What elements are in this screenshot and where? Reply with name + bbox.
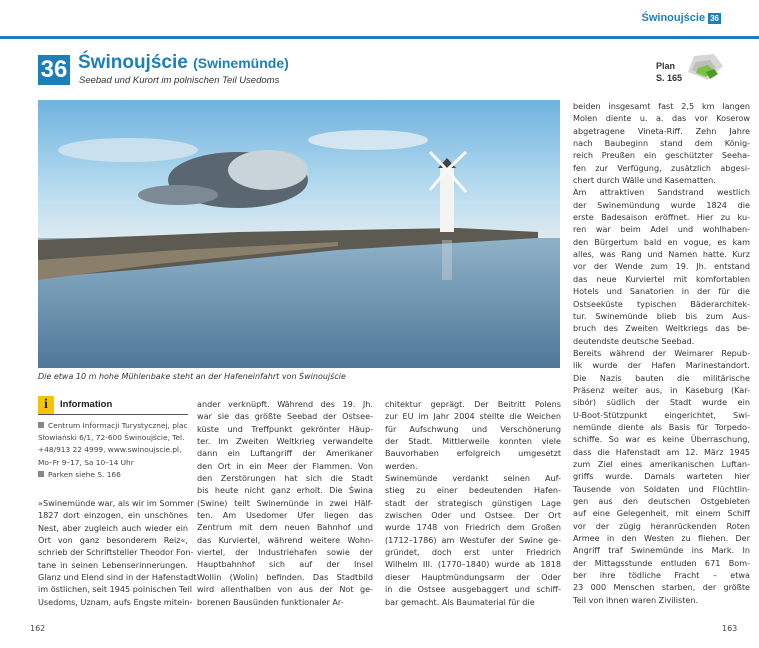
text-line: sibór) südlich der Stadt wurde ein [573, 397, 750, 408]
text-line: reich Preußen ein geschützter Seeha- [573, 150, 750, 161]
text-line: ber ihre tödliche Fracht – etwa [573, 570, 750, 581]
text-line: für Aufschwung und Verschönerung [385, 423, 561, 434]
chapter-number-badge: 36 [38, 55, 70, 85]
info-item-text: Mo–Fr 9–17, Sa 10–14 Uhr [38, 457, 134, 467]
text-line: im östlichen, seit 1945 polnischen Teil [38, 584, 192, 595]
plan-reference[interactable] [656, 60, 682, 84]
text-line: Teil von ihnen waren Zivilisten. [573, 594, 699, 605]
text-line: erste Badesaison eröffnet. Hier zu ku- [573, 212, 750, 223]
plan-page: S. 165 [656, 73, 683, 83]
text-line: fen zur Verfügung, zusätzlich abgesi- [573, 162, 750, 173]
info-item-text: Centrum Informacji Turystycznej, plac [48, 421, 188, 430]
info-item-line [38, 432, 188, 444]
text-line: das neue Kurviertel mit komfortablen [573, 273, 750, 284]
text-line: 23 000 Menschen starben, der größte [573, 582, 750, 593]
text-line: griffs wurde. Damals warteten hier [573, 471, 750, 482]
text-line: Zentrum mit dem neuen Bahnhof und [197, 522, 373, 533]
paragraph [197, 398, 373, 608]
text-column-1 [38, 497, 197, 608]
text-line: chitektur geprägt. Der Beitritt Polens [385, 399, 561, 409]
text-line: der Stadt. Mittlerweile konnten viele [385, 436, 561, 447]
text-line: gründet, doch erst unter Friedrich [385, 547, 561, 558]
text-line: Armee in den Westen zu fliehen. Der [573, 533, 750, 544]
text-line: schiffe. So war es keine Überraschung, [573, 434, 750, 445]
text-column-2 [197, 398, 373, 608]
text-line: Tausende von Soldaten und Flüchtlin- [573, 483, 750, 494]
text-line: (Swine) teilt Swinemünde in zwei Hälf- [197, 497, 373, 508]
text-line: vor der zügig heranrückenden Roten [573, 520, 750, 531]
chapter-title [78, 52, 289, 74]
information-heading [38, 395, 188, 415]
text-line: borenen Bausünden funktionaler Ar- [197, 596, 344, 607]
text-line: abgetragene Vineta-Riff. Zehn Jahre [573, 125, 750, 136]
text-line: wurde 1748 von Friedrich dem Großen [385, 522, 561, 533]
text-line: stieg zu einer bedeutenden Hafen- [385, 485, 561, 496]
text-line: tur. Swinemünde blieb bis zum Aus- [573, 310, 750, 321]
info-icon: i [38, 396, 54, 414]
text-line: (1712–1786) am Westufer der Swine ge- [385, 534, 561, 545]
text-line: Bauvorhaben erfolgreich umgesetzt [385, 448, 561, 459]
text-line: chert durch Wälle und Kasematten. [573, 175, 716, 186]
text-line: vor der Wende zum 19. Jh. entstand [573, 261, 750, 272]
text-line: bruch des Zweiten Weltkriegs das be- [573, 323, 750, 334]
text-line: deutendste deutsche Seebad. [573, 335, 695, 346]
information-box [38, 395, 188, 481]
info-item-text: +48/913 22 4999, www.swinoujscie.pl, [38, 445, 182, 455]
info-item-line [38, 444, 188, 456]
paragraph [385, 472, 561, 608]
text-line: Nest, aber zugleich auch wieder ein [38, 522, 188, 533]
paragraph [573, 347, 750, 606]
text-column-4 [573, 100, 750, 606]
text-line: gen aus den deutschen Ostgebieten [573, 496, 750, 506]
text-line: bis heute nicht ganz erholt. Die Świna [197, 485, 373, 496]
text-line: Hotels und Sanatorien in der für die [573, 286, 750, 297]
chapter-title-alt: (Swinemünde) [193, 55, 289, 71]
text-line: ander verknüpft. Während des 19. Jh. [197, 399, 373, 409]
text-line: schrieb der Schriftsteller Theodor Fon- [38, 547, 194, 558]
text-line: Am attraktiven Sandstrand westlich [573, 187, 750, 198]
bullet-square-icon [38, 422, 44, 428]
text-line: zur EU im Jahr 2004 stellte die Weichen [385, 411, 561, 422]
header-rule [0, 36, 759, 39]
chapter-title-main: Świnoujście [78, 52, 188, 73]
text-line: Ort von ganz besonderem Reiz«, [38, 535, 188, 546]
text-line: Hauptbahnhof sich auf der Insel [197, 559, 373, 570]
text-line: U-Boot-Stützpunkt eingerichtet, Swi- [573, 409, 750, 420]
page-number-right: 163 [722, 624, 738, 633]
text-line: bar gemacht. Als Baumaterial für die [385, 596, 535, 607]
text-line: den Ort in ein Meer der Flammen. Von [197, 460, 373, 471]
text-line: das Kurviertel, während weitere Wohn- [197, 534, 373, 545]
plan-label: Plan [656, 61, 676, 71]
info-item-text: Słowiański 6/1, 72-600 Świnoujście, Tel. [38, 433, 185, 443]
text-line: 1827 dort einzogen, ein unschönes [38, 510, 188, 521]
information-items [38, 420, 188, 481]
text-line: den Zerstörungen hat sich die Stadt [197, 473, 373, 484]
text-line: beiden insgesamt fast 2,5 km langen [573, 101, 750, 111]
text-line: dieser Hauptmündungsarm der Oder [385, 571, 561, 582]
text-line: nach Baubeginn stand dem König- [573, 138, 750, 149]
text-line: Wollin (Wolin) befinden. Das Stadtbild [197, 571, 373, 582]
text-line: Wilhelm III. (1770–1840) wurde ab 1818 [385, 559, 561, 570]
text-line: auf eine Gelegenheit, mit einem Schiff [573, 508, 750, 519]
photo-caption: Die etwa 10 m hohe Mühlenbake steht an der Hafeneinfahrt von Świnoujście [38, 372, 346, 381]
text-line: stadt der strategisch günstigen Lage [385, 497, 561, 508]
text-line: Angriff traf Swinemünde ins Mark. In [573, 545, 750, 556]
text-line: zum Ziel eines amerikanischen Luftan- [573, 458, 750, 469]
info-item-line [38, 457, 188, 469]
text-line: in die Ostsee ausgebaggert und schiff- [385, 584, 561, 595]
chapter-subtitle: Seebad und Kurort im polnischen Teil Usedoms [79, 75, 280, 86]
paragraph [573, 100, 750, 186]
text-line: alles, was Rang und Namen hatte. Kurz [573, 249, 750, 260]
text-line: dann ein Luftangriff der Amerikaner [197, 448, 373, 459]
map-icon [684, 54, 724, 84]
text-line: dass die Hafenstadt am 12. März 1945 [573, 446, 750, 457]
text-line: ten. Am Usedomer Ufer liegen das [197, 510, 373, 521]
text-line: »Swinemünde war, als wir im Sommer [38, 498, 194, 508]
text-line: viertel, der Industriehafen sowie der [197, 547, 373, 558]
text-line: ter. Im Zweiten Weltkrieg verwandelte [197, 436, 373, 447]
text-line: wird allenthalben von aus der Not ge- [197, 584, 373, 595]
page-number-left: 162 [30, 624, 46, 633]
running-header-number: 36 [710, 13, 719, 23]
text-line: der Mittagsstunde entluden 671 Bom- [573, 557, 750, 568]
text-line: ren war beim Adel und wohlhaben- [573, 224, 750, 235]
text-line: der Swinemündung wurde 1824 die [573, 199, 750, 210]
text-line: werden. [385, 460, 418, 471]
text-column-3 [385, 398, 561, 608]
text-line: tane in seinen Lebenserinnerungen. [38, 559, 188, 570]
running-header-title: Świnoujście [641, 12, 706, 24]
text-line: zwischen Oder und Ostsee. Der Ort [385, 510, 561, 521]
paragraph [385, 398, 561, 472]
text-line: den Bürgertum bald en vogue, es kam [573, 236, 750, 247]
text-line: war sie das größte Seebad der Ostsee- [197, 411, 373, 422]
bullet-square-icon [38, 471, 44, 477]
information-label: Information [60, 399, 113, 410]
text-line: lik wurde der Hafen Marinestandort. [573, 360, 750, 371]
paragraph [38, 497, 197, 608]
text-line: küste und Treffpunkt gekrönter Häup- [197, 423, 373, 434]
text-line: nemünde diente als Basis für Torpedo- [573, 421, 750, 432]
text-line: Molen diente u. a. das vor Koserow [573, 113, 750, 124]
text-line: Präsenz weiter aus, in Kaseburg (Kar- [573, 384, 750, 395]
text-line: Glanz und Elend sind in der Hafenstadt [38, 572, 197, 583]
info-item-line [38, 420, 188, 432]
info-item-text: Parken siehe S. 166 [48, 469, 121, 479]
text-line: Swinemünde verdankt seinen Auf- [385, 473, 561, 484]
text-line: Bereits während der Weimarer Repub- [573, 347, 750, 358]
info-item-line [38, 469, 188, 481]
photo-windmill-beacon [38, 100, 560, 368]
text-line: Usedoms, Uznam, aufs Engste mitein- [38, 596, 193, 607]
running-header [642, 12, 721, 24]
text-line: Die Nazis bauten die militärische [573, 372, 750, 383]
paragraph [573, 186, 750, 346]
text-line: Ostseeküste typischen Bäderarchitek- [573, 298, 750, 309]
